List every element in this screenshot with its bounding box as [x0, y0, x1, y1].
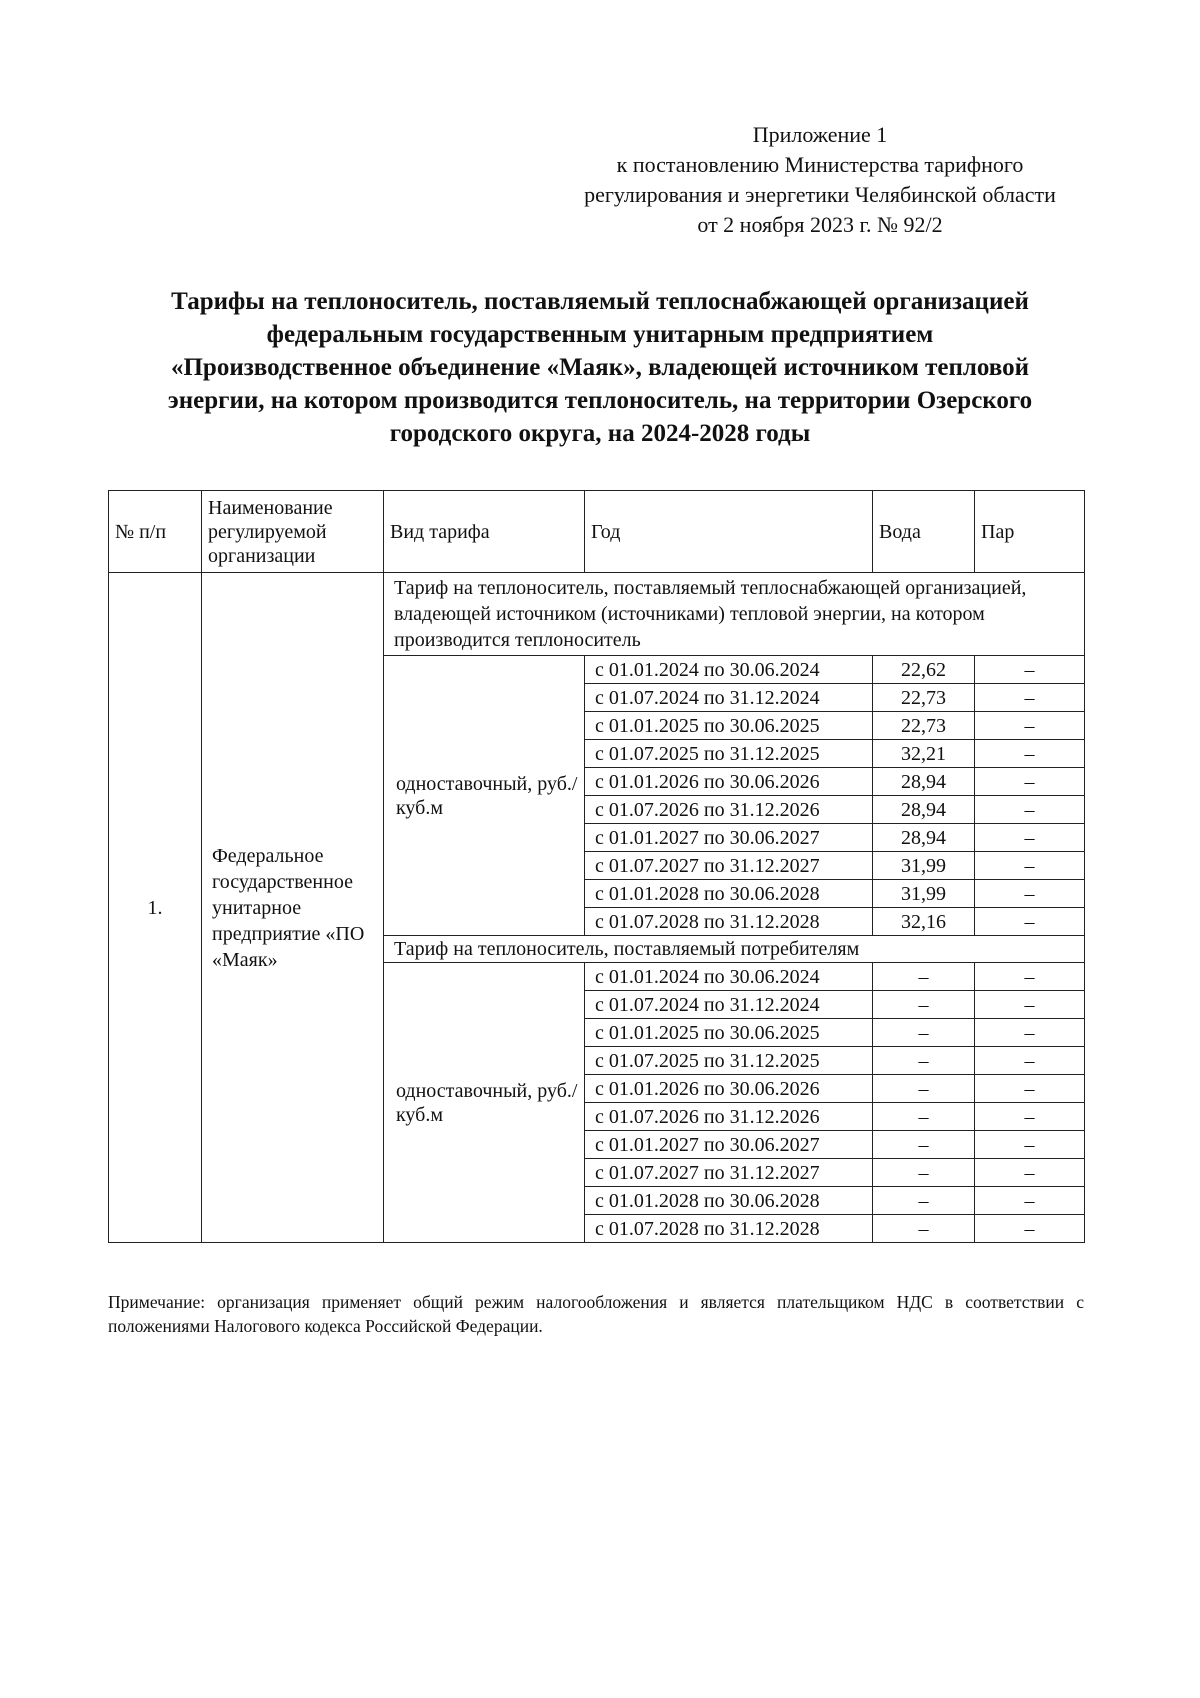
water-tariff-cell: – — [873, 1019, 975, 1047]
table-header-row — [109, 491, 1085, 573]
water-tariff-cell: – — [873, 1131, 975, 1159]
tariff-table — [108, 490, 1085, 1243]
water-tariff-cell: 28,94 — [873, 768, 975, 796]
period-cell: с 01.07.2026 по 31.12.2026 — [585, 796, 873, 824]
period-cell: с 01.07.2024 по 31.12.2024 — [585, 991, 873, 1019]
water-tariff-cell: 32,21 — [873, 740, 975, 768]
period-cell: с 01.01.2025 по 30.06.2025 — [585, 1019, 873, 1047]
appendix-line: регулирования и энергетики Челябинской области — [584, 182, 1056, 207]
steam-tariff-cell: – — [975, 824, 1085, 852]
section-title-row — [109, 573, 1085, 656]
water-tariff-cell: 31,99 — [873, 852, 975, 880]
tariff-type: одноставочный, руб./ куб.м — [384, 963, 585, 1243]
appendix-line: от 2 ноября 2023 г. № 92/2 — [697, 212, 943, 237]
steam-tariff-cell: – — [975, 768, 1085, 796]
period-cell: с 01.01.2025 по 30.06.2025 — [585, 712, 873, 740]
steam-tariff-cell: – — [975, 880, 1085, 908]
water-tariff-cell: 22,62 — [873, 656, 975, 684]
period-cell: с 01.01.2027 по 30.06.2027 — [585, 824, 873, 852]
steam-tariff-cell: – — [975, 963, 1085, 991]
water-tariff-cell: 22,73 — [873, 712, 975, 740]
period-cell: с 01.01.2024 по 30.06.2024 — [585, 963, 873, 991]
steam-tariff-cell: – — [975, 1187, 1085, 1215]
water-tariff-cell: – — [873, 1075, 975, 1103]
steam-tariff-cell: – — [975, 991, 1085, 1019]
steam-tariff-cell: – — [975, 1103, 1085, 1131]
steam-tariff-cell: – — [975, 1215, 1085, 1243]
appendix-line: к постановлению Министерства тарифного — [616, 152, 1024, 177]
water-tariff-cell: – — [873, 1215, 975, 1243]
header-tariff-type: Вид тарифа — [384, 491, 585, 573]
header-year: Год — [585, 491, 873, 573]
appendix-line: Приложение 1 — [752, 122, 888, 147]
water-tariff-cell: 28,94 — [873, 796, 975, 824]
water-tariff-cell: – — [873, 1103, 975, 1131]
appendix-header — [560, 120, 1080, 240]
steam-tariff-cell: – — [975, 852, 1085, 880]
title-line: энергии, на котором производится теплоноситель, на территории Озерского — [167, 387, 1033, 414]
period-cell: с 01.07.2028 по 31.12.2028 — [585, 1215, 873, 1243]
period-cell: с 01.07.2027 по 31.12.2027 — [585, 1159, 873, 1187]
period-cell: с 01.07.2025 по 31.12.2025 — [585, 740, 873, 768]
steam-tariff-cell: – — [975, 1047, 1085, 1075]
water-tariff-cell: – — [873, 991, 975, 1019]
title-line: Тарифы на теплоноситель, поставляемый теплоснабжающей организацией — [171, 288, 1029, 315]
steam-tariff-cell: – — [975, 712, 1085, 740]
period-cell: с 01.01.2026 по 30.06.2026 — [585, 1075, 873, 1103]
period-cell: с 01.07.2026 по 31.12.2026 — [585, 1103, 873, 1131]
title-line: федеральным государственным унитарным предприятием — [266, 321, 934, 348]
header-steam: Пар — [975, 491, 1085, 573]
title-line: городского округа, на 2024-2028 годы — [389, 420, 811, 447]
steam-tariff-cell: – — [975, 1075, 1085, 1103]
footnote: Примечание: организация применяет общий режим налогообложения и является плательщиком НДС в соответствии с положениями Налогового кодекса Российской Федерации. — [108, 1292, 1084, 1336]
steam-tariff-cell: – — [975, 908, 1085, 936]
steam-tariff-cell: – — [975, 1131, 1085, 1159]
water-tariff-cell: 22,73 — [873, 684, 975, 712]
water-tariff-cell: 32,16 — [873, 908, 975, 936]
period-cell: с 01.07.2024 по 31.12.2024 — [585, 684, 873, 712]
water-tariff-cell: – — [873, 963, 975, 991]
water-tariff-cell: – — [873, 1187, 975, 1215]
period-cell: с 01.01.2026 по 30.06.2026 — [585, 768, 873, 796]
steam-tariff-cell: – — [975, 1019, 1085, 1047]
water-tariff-cell: – — [873, 1159, 975, 1187]
row-number: 1. — [109, 573, 202, 1243]
period-cell: с 01.01.2027 по 30.06.2027 — [585, 1131, 873, 1159]
water-tariff-cell: 31,99 — [873, 880, 975, 908]
steam-tariff-cell: – — [975, 796, 1085, 824]
header-organization: Наименование регулируемой организации — [202, 491, 384, 573]
period-cell: с 01.07.2027 по 31.12.2027 — [585, 852, 873, 880]
period-cell: с 01.01.2024 по 30.06.2024 — [585, 656, 873, 684]
section-title: Тариф на теплоноситель, поставляемый потребителям — [384, 936, 1085, 963]
period-cell: с 01.01.2028 по 30.06.2028 — [585, 880, 873, 908]
water-tariff-cell: – — [873, 1047, 975, 1075]
header-water: Вода — [873, 491, 975, 573]
header-num: № п/п — [109, 491, 202, 573]
title-line: «Производственное объединение «Маяк», владеющей источником тепловой — [170, 354, 1030, 381]
water-tariff-cell: 28,94 — [873, 824, 975, 852]
steam-tariff-cell: – — [975, 684, 1085, 712]
organization-name: Федеральное государственное унитарное предприятие «ПО «Маяк» — [202, 573, 384, 1243]
section-title: Тариф на теплоноситель, поставляемый теплоснабжающей организацией, владеющей источником (источниками) тепловой энергии, на котором производится теплоноситель — [384, 573, 1085, 656]
period-cell: с 01.07.2028 по 31.12.2028 — [585, 908, 873, 936]
document-title — [100, 285, 1100, 450]
period-cell: с 01.07.2025 по 31.12.2025 — [585, 1047, 873, 1075]
period-cell: с 01.01.2028 по 30.06.2028 — [585, 1187, 873, 1215]
tariff-type: одноставочный, руб./ куб.м — [384, 656, 585, 936]
steam-tariff-cell: – — [975, 740, 1085, 768]
steam-tariff-cell: – — [975, 1159, 1085, 1187]
steam-tariff-cell: – — [975, 656, 1085, 684]
